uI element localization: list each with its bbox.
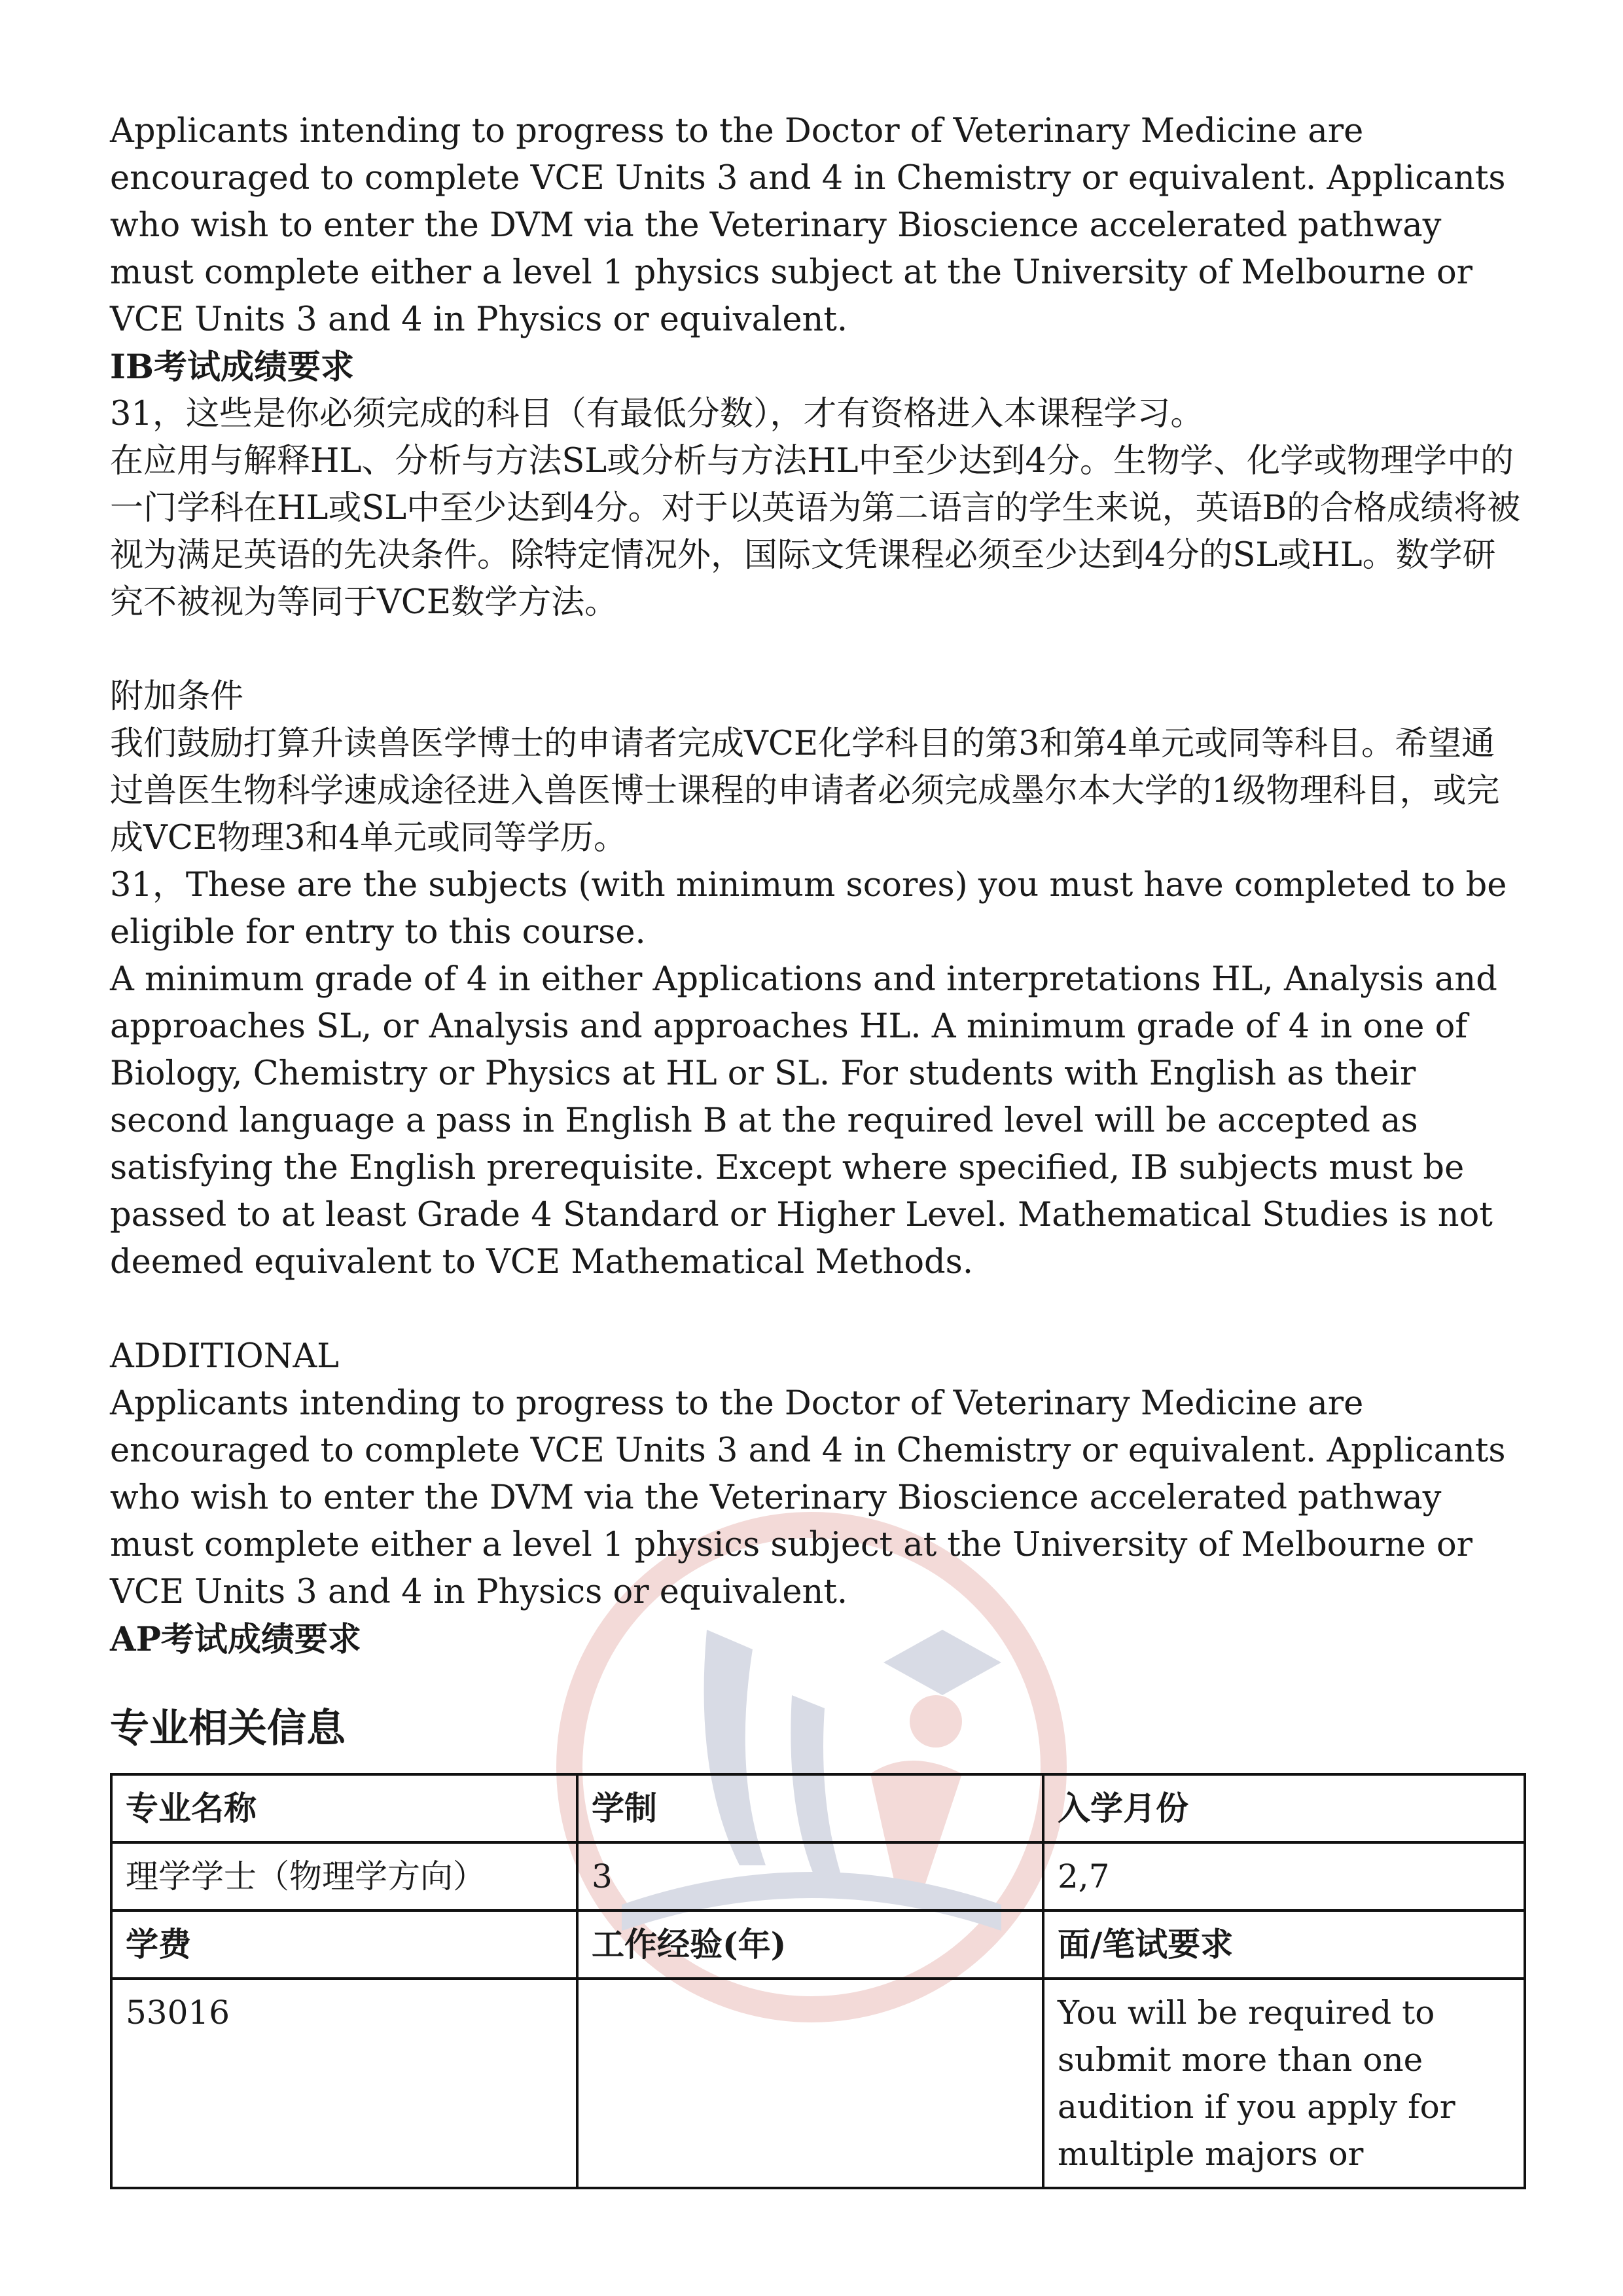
table-row xyxy=(111,1910,1525,1979)
table-row xyxy=(111,1842,1525,1910)
header-work-experience: 工作经验(年) xyxy=(577,1910,1043,1979)
additional-label-en: ADDITIONAL xyxy=(110,1337,340,1376)
additional-text-cn: 我们鼓励打算升读兽医学博士的申请者完成VCE化学科目的第3和第4单元或同等科目。希望通过兽医生物科学速成途径进入兽医博士课程的申请者必须完成墨尔本大学的1级物理科目，或完成VCE物理3和4单元或同等学历。 xyxy=(110,725,1500,857)
header-tuition: 学费 xyxy=(111,1910,577,1979)
program-info-table xyxy=(110,1773,1526,2189)
ib-detail-en: A minimum grade of 4 in either Applications and interpretations HL, Analysis and approaches SL, or Analysis and approaches HL. A minimum grade of 4 in one of Biology, Chemistry or Physics at HL or SL. For students with English as their second language a pass in English B at the required level will be accepted as satisfying the English prerequisite. Except where specified, IB subjects must be passed to at least Grade 4 Standard or Higher Level. Mathematical Studies is not deemed equivalent to VCE Mathematical Methods. xyxy=(110,960,1497,1282)
ib-requirements-heading: IB考试成绩要求 xyxy=(110,348,354,387)
cell-duration: 3 xyxy=(577,1842,1043,1910)
header-intake-month: 入学月份 xyxy=(1043,1774,1525,1842)
header-program-name: 专业名称 xyxy=(111,1774,577,1842)
spacer xyxy=(110,626,1524,673)
ib-detail-cn: 在应用与解释HL、分析与方法SL或分析与方法HL中至少达到4分。生物学、化学或物理学中的一门学科在HL或SL中至少达到4分。对于以英语为第二语言的学生来说，英语B的合格成绩将被视为满足英语的先决条件。除特定情况外，国际文凭课程必须至少达到4分的SL或HL。数学研究不被视为等同于VCE数学方法。 xyxy=(110,442,1521,622)
intro-paragraph-en: Applicants intending to progress to the Doctor of Veterinary Medicine are encouraged to complete VCE Units 3 and 4 in Chemistry or equivalent. Applicants who wish to enter the DVM via the Veterinary Bioscience accelerated pathway must complete either a level 1 physics subject at the University of Melbourne or VCE Units 3 and 4 in Physics or equivalent. xyxy=(110,112,1506,339)
spacer xyxy=(110,1286,1524,1333)
additional-label-cn: 附加条件 xyxy=(110,677,244,716)
additional-text-en: Applicants intending to progress to the Doctor of Veterinary Medicine are encouraged to complete VCE Units 3 and 4 in Chemistry or equivalent. Applicants who wish to enter the DVM via the Veterinary Bioscience accelerated pathway must complete either a level 1 physics subject at the University of Melbourne or VCE Units 3 and 4 in Physics or equivalent. xyxy=(110,1384,1506,1611)
program-info-title: 专业相关信息 xyxy=(110,1706,346,1751)
header-interview-requirement: 面/笔试要求 xyxy=(1043,1910,1525,1979)
ib-score-cn: 31，这些是你必须完成的科目（有最低分数），才有资格进入本课程学习。 xyxy=(110,395,1204,433)
table-row xyxy=(111,1979,1525,2188)
ib-score-en: 31，These are the subjects (with minimum scores) you must have completed to be eligible for entry to this course. xyxy=(110,866,1507,952)
cell-interview-requirement: You will be required to submit more than one audition if you apply for multiple majors or xyxy=(1043,1979,1525,2188)
header-duration: 学制 xyxy=(577,1774,1043,1842)
cell-program-name: 理学学士（物理学方向） xyxy=(111,1842,577,1910)
ap-requirements-heading: AP考试成绩要求 xyxy=(110,1620,361,1659)
cell-tuition: 53016 xyxy=(111,1979,577,2188)
cell-intake-month: 2,7 xyxy=(1043,1842,1525,1910)
table-row xyxy=(111,1774,1525,1842)
cell-work-experience xyxy=(577,1979,1043,2188)
document-page xyxy=(110,108,1524,2189)
